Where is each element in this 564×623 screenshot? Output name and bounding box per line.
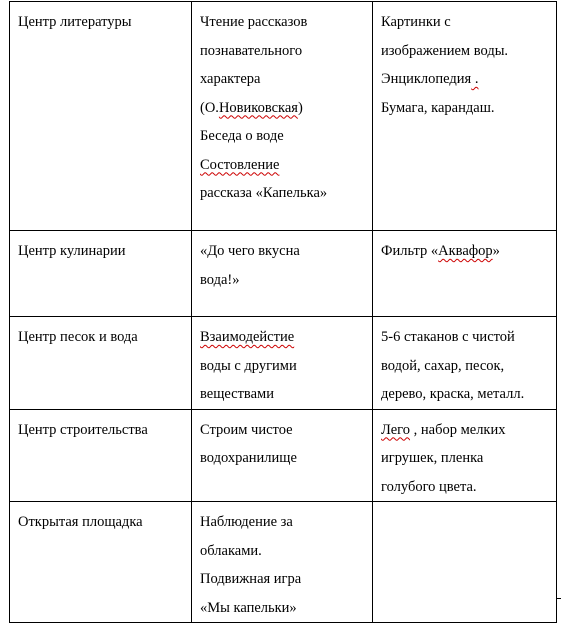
text-fragment: вода!» — [200, 271, 240, 288]
text-line — [200, 65, 366, 94]
center-name-cell — [10, 2, 192, 231]
table-row — [10, 409, 557, 502]
materials-cell — [373, 409, 557, 502]
activity-centers-table — [9, 1, 557, 623]
text-fragment: игрушек, пленка — [381, 450, 484, 466]
text-fragment: дерево, краска, металл. — [381, 386, 525, 402]
text-line — [200, 37, 366, 66]
text-fragment: облаками. — [200, 542, 262, 559]
text-line — [200, 416, 366, 445]
text-line — [200, 380, 366, 409]
materials-cell — [373, 502, 557, 623]
activity-cell — [192, 2, 373, 231]
text-fragment: Наблюдение за — [200, 514, 293, 530]
text-fragment: » — [492, 243, 500, 259]
text-line — [200, 508, 366, 537]
spellcheck-flagged-text: Лего — [381, 421, 411, 438]
text-fragment: водохранилище — [200, 450, 297, 466]
text-line — [200, 565, 366, 594]
center-name: Центр строительства — [18, 421, 148, 438]
text-line — [381, 8, 550, 37]
table-row — [10, 502, 557, 623]
text-fragment: «До чего вкусна — [200, 243, 300, 259]
text-fragment: Беседа о воде — [200, 128, 284, 144]
center-name-cell — [10, 317, 192, 410]
text-fragment: рассказа «Капелька» — [200, 185, 328, 201]
text-line — [381, 444, 550, 473]
spellcheck-flagged-text: Новиковская — [218, 99, 298, 116]
text-line — [381, 473, 550, 502]
text-fragment: Чтение рассказов — [200, 14, 308, 30]
text-line — [200, 323, 366, 352]
text-fragment: ) — [297, 99, 303, 116]
text-line — [381, 237, 550, 266]
text-line — [381, 37, 550, 66]
activity-cell — [192, 317, 373, 410]
center-name-cell — [10, 231, 192, 317]
table-row — [10, 231, 557, 317]
spellcheck-flagged-text: Состовление — [200, 156, 280, 173]
text-fragment: «Мы капельки» — [200, 599, 297, 616]
center-name: Центр литературы — [18, 14, 132, 30]
text-fragment: голубого цвета. — [381, 478, 477, 495]
activity-cell — [192, 409, 373, 502]
text-fragment: познавательного — [200, 42, 303, 59]
spellcheck-flagged-text: . — [471, 71, 479, 87]
text-fragment: 5-6 стаканов с чистой — [381, 329, 515, 345]
text-line — [381, 323, 550, 352]
text-fragment: Бумага, карандаш. — [381, 99, 495, 116]
text-fragment: Энциклопедия — [381, 71, 472, 87]
text-line — [381, 380, 550, 409]
text-fragment: воды с другими — [200, 357, 297, 374]
table-row — [10, 317, 557, 410]
text-line — [200, 122, 366, 151]
center-name: Открытая площадка — [18, 514, 143, 530]
materials-cell — [373, 317, 557, 410]
text-line — [200, 444, 366, 473]
text-line — [200, 537, 366, 566]
text-fragment: Картинки с — [381, 14, 451, 30]
table-end-mark — [556, 594, 561, 599]
center-name: Центр песок и вода — [18, 329, 138, 345]
text-line — [381, 94, 550, 123]
text-line — [200, 266, 366, 295]
text-fragment: веществами — [200, 386, 274, 402]
text-fragment: Строим чистое — [200, 421, 293, 438]
spellcheck-flagged-text: Аквафор — [438, 243, 493, 259]
center-name: Центр кулинарии — [18, 243, 126, 259]
text-line — [381, 352, 550, 381]
text-line — [200, 151, 366, 180]
text-fragment: водой, сахар, песок, — [381, 357, 505, 374]
center-name-cell — [10, 502, 192, 623]
text-line — [200, 352, 366, 381]
text-line — [200, 237, 366, 266]
materials-cell — [373, 231, 557, 317]
text-line — [200, 179, 366, 208]
activity-cell — [192, 502, 373, 623]
text-fragment: , набор мелких — [410, 421, 506, 438]
text-fragment: Подвижная игра — [200, 571, 302, 587]
text-fragment: изображением воды. — [381, 42, 509, 59]
table-row — [10, 2, 557, 231]
text-fragment: (О. — [200, 99, 219, 116]
materials-cell — [373, 2, 557, 231]
text-line — [381, 65, 550, 94]
activity-cell — [192, 231, 373, 317]
text-fragment: Фильтр « — [381, 243, 439, 259]
center-name-cell — [10, 409, 192, 502]
text-fragment: характера — [200, 71, 261, 87]
spellcheck-flagged-text: Взаимодейстие — [200, 329, 295, 345]
text-line — [381, 416, 550, 445]
text-line — [200, 8, 366, 37]
text-line — [200, 594, 366, 623]
text-line — [200, 94, 366, 123]
